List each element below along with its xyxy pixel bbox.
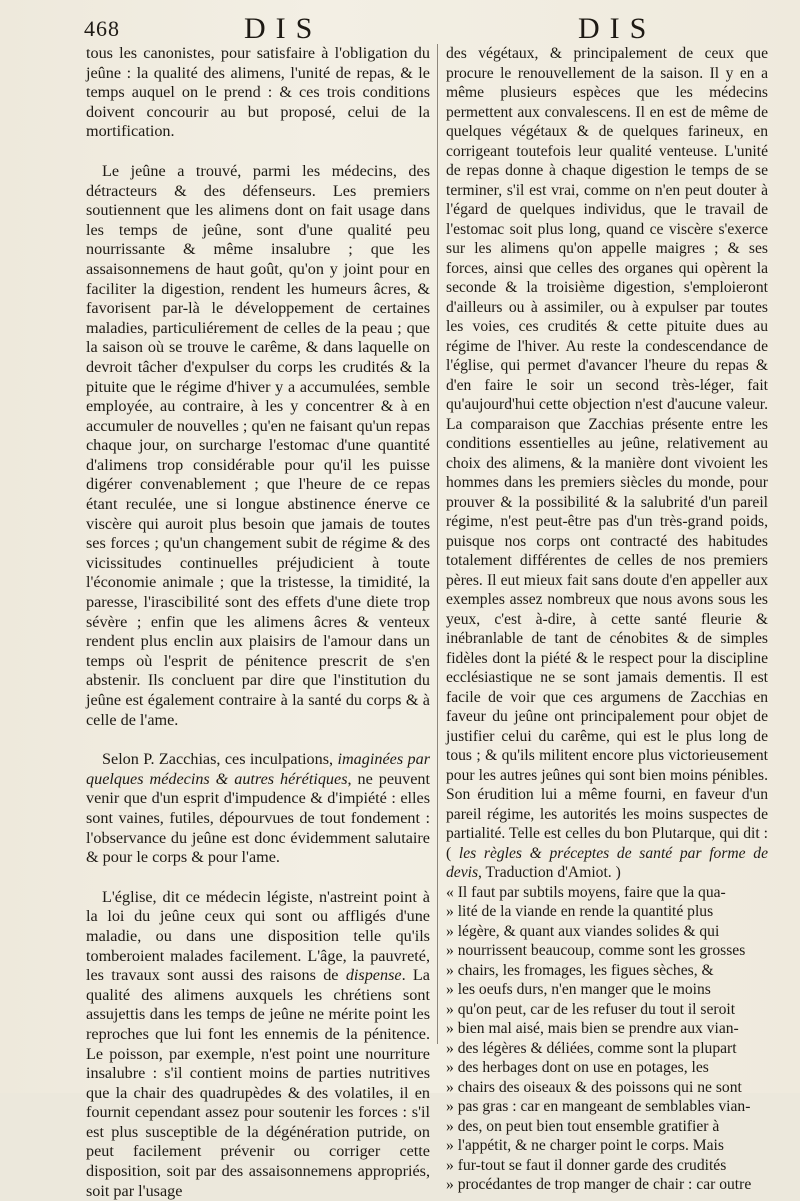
paragraph-text: L'église, dit ce médecin légiste, n'astreint point à la loi du jeûne ceux qui sont ou affligés d'une maladie, ou dans une disposition telle qu'ils tomberoient malades facilement. L'âge, la pauvreté, les travaux sont aussi des raisons de xyxy=(86,887,430,985)
quotation-line: » fur-tout se faut il donner garde des crudités xyxy=(446,1156,768,1176)
italic-title: les règles & préceptes de santé par forme de devis xyxy=(446,844,769,881)
paragraph-text: , ne peuvent venir que d'un esprit d'impudence & d'impiété : elles sont vaines, futiles, dépourvues de tout fondement : l'observance du jeûne est donc évidemment salutaire & pour le corps & pour l'ame. xyxy=(86,769,430,867)
right-column xyxy=(446,44,768,1195)
paragraph xyxy=(446,44,768,883)
quotation-line: » légère, & quant aux viandes solides & qui xyxy=(446,922,768,942)
paragraph-text: Selon P. Zacchias, ces inculpations, xyxy=(102,750,338,769)
quotation-line: » procédantes de trop manger de chair : car outre xyxy=(446,1175,768,1195)
quotation-line: » nourrissent beaucoup, comme sont les grosses xyxy=(446,941,768,961)
quotation-line: » les oeufs durs, n'en manger que le moins xyxy=(446,980,768,1000)
paragraph-text: des végétaux, & principalement de ceux que procure le renouvellement de la saison. Il y en a même plusieurs espèces que les médecins permettent aux convalescens. Il en est de même de quelques végétaux & de quelques farineux, en corrigeant toutefois leur qualité venteuse. L'unité de repas donne à chaque digestion le temps de se terminer, s'il est vrai, comme on n'en peut douter à l'égard de quelques individus, que le travail de l'estomac soit plus long, quand ce viscère s'exerce sur les alimens qu'on appelle maigres ; & ses forces, ainsi que celles des organes qui opèrent la seconde & la troisième digestion, s'emploieront d'ailleurs ou à assimiler, ou à expulser par toutes les voies, ces crudités & cette pituite dues au régime de l'hiver. Au reste la condescendance de l'église, qui permet d'avancer l'heure du repas & d'en faire le soir un second très-léger, fait qu'aujourd'hui cette objection n'est d'aucune valeur. La comparaison que Zacchias présente entre les conditions essentielles au jeûne, relativement au choix des alimens, & la manière dont vivoient les hommes dans les premiers siècles du monde, pour prouver & la possibilité & la salubrité d'un pareil régime, n'est peut-être pas d'un très-grand poids, puisque nos corps ont contracté des habitudes totalement différentes de celles de nos premiers pères. Il eut mieux fait sans doute d'en appeller aux exemples assez nombreux que nous avons sous les yeux, c'est à-dire, à cette santé fleurie & inébranlable de tant de cénobites & de simples fidèles dont la piété & le respect pour la discipline ecclésiastique ne se sont jamais dementis. Il est facile de voir que ces argumens de Zacchias en faveur du jeûne ont principalement pour objet de justifier celui du carême, qui est le plus long de tous ; & qu'ils militent encore plus victorieusement pour les autres jeûnes qui sont bien moins pénibles. Son érudition lui a même fourni, en faveur d'un pareil régime, les autorités les moins suspectes de partialité. Telle est celles du bon Plutarque, qui dit : ( xyxy=(446,45,768,862)
paragraph xyxy=(86,750,430,868)
quotation-block xyxy=(446,883,768,1195)
paragraph: Le jeûne a trouvé, parmi les médecins, des détracteurs & des défenseurs. Les premiers soutiennent que les alimens dont on fait usage dans les temps de jeûne, sont d'une qualité peu nourrissante & même insalubre ; que les assaisonnemens de haut goût, qu'on y joint pour en faciliter la digestion, rendent les humeurs âcres, & favorisent par-là le développement de certaines maladies, particuliérement de celles de la peau ; que la saison où se trouve le carême, & dans laquelle on devroit tâcher d'expulser du corps les crudités & la pituite que le régime d'hiver y a accumulées, semble employée, au contraire, à les y concentrer & à en accumuler de nouvelles ; qu'en ne faisant qu'un repas chaque jour, on surcharge l'estomac d'une quantité d'alimens trop considérable pour qu'il les puisse digérer convenablement ; que l'heure de ce repas étant reculée, une si longue abstinence énerve ce viscère qui auroit plus besoin que jamais de toutes ses forces ; qu'un changement subit de régime & des vicissitudes continuelles préjudicient à toute l'économie animale ; que la tristesse, la timidité, la paresse, l'irascibilité sont des effets d'une diete trop sévère ; enfin que les alimens âcres & venteux rendent plus enclin aux plaisirs de l'amour dans un temps où l'esprit de pénitence prescrit de s'en abstenir. Ils concluent par dire que l'institution du jeûne est également contraire à la santé du corps & à celle de l'ame. xyxy=(86,161,430,729)
quotation-line: » lité de la viande en rende la quantité plus xyxy=(446,902,768,922)
page-number: 468 xyxy=(84,16,120,41)
running-head-right: DIS xyxy=(578,12,657,45)
quotation-line: » qu'on peut, car de les refuser du tout il seroit xyxy=(446,1000,768,1020)
quotation-line: » chairs, les fromages, les figues sèches, & xyxy=(446,961,768,981)
paragraph: tous les canonistes, pour satisfaire à l'obligation du jeûne : la qualité des alimens, l'unité de repas, & le temps auquel on le prend : & ces trois conditions doivent concourir au but proposé, celui de la mortification. xyxy=(86,44,430,141)
italic-word: dispense xyxy=(345,966,402,985)
quotation-line: » des, on peut bien tout ensemble gratifier à xyxy=(446,1117,768,1137)
paragraph-text: , Traduction d'Amiot. ) xyxy=(478,864,621,881)
running-head-left: DIS xyxy=(244,12,323,45)
column-divider xyxy=(437,44,438,1044)
quotation-line: » pas gras : car en mangeant de semblables vian- xyxy=(446,1097,768,1117)
italic-phrase: imaginées par quelques médecins & autres hérétiques xyxy=(86,750,430,788)
left-column xyxy=(86,44,430,1201)
paragraph xyxy=(86,888,430,1201)
quotation-line: » des herbages dont on use en potages, les xyxy=(446,1058,768,1078)
quotation-line: » bien mal aisé, mais bien se prendre aux vian- xyxy=(446,1019,768,1039)
quotation-line: » des légères & déliées, comme sont la plupart xyxy=(446,1039,768,1059)
quotation-line: « Il faut par subtils moyens, faire que la qua- xyxy=(446,883,768,903)
quotation-line: » chairs des oiseaux & des poissons qui ne sont xyxy=(446,1078,768,1098)
quotation-line: » l'appétit, & ne charger point le corps. Mais xyxy=(446,1136,768,1156)
paragraph-text: . La qualité des alimens auxquels les chrétiens sont assujettis dans les temps de jeûne ne mérite point les reproches que lui font les ennemis de la pénitence. Le poisson, par exemple, n'est point une nourriture insalubre : s'il contient moins de parties nutritives que la chair des quadrupèdes & des volatiles, il en fournit cependant assez pour soutenir les forces : s'il est plus susceptible de la dégénération putride, on peut facilement prévenir ou corriger cette disposition, soit par des assaisonnemens appropriés, soit par l'usage xyxy=(86,966,430,1200)
